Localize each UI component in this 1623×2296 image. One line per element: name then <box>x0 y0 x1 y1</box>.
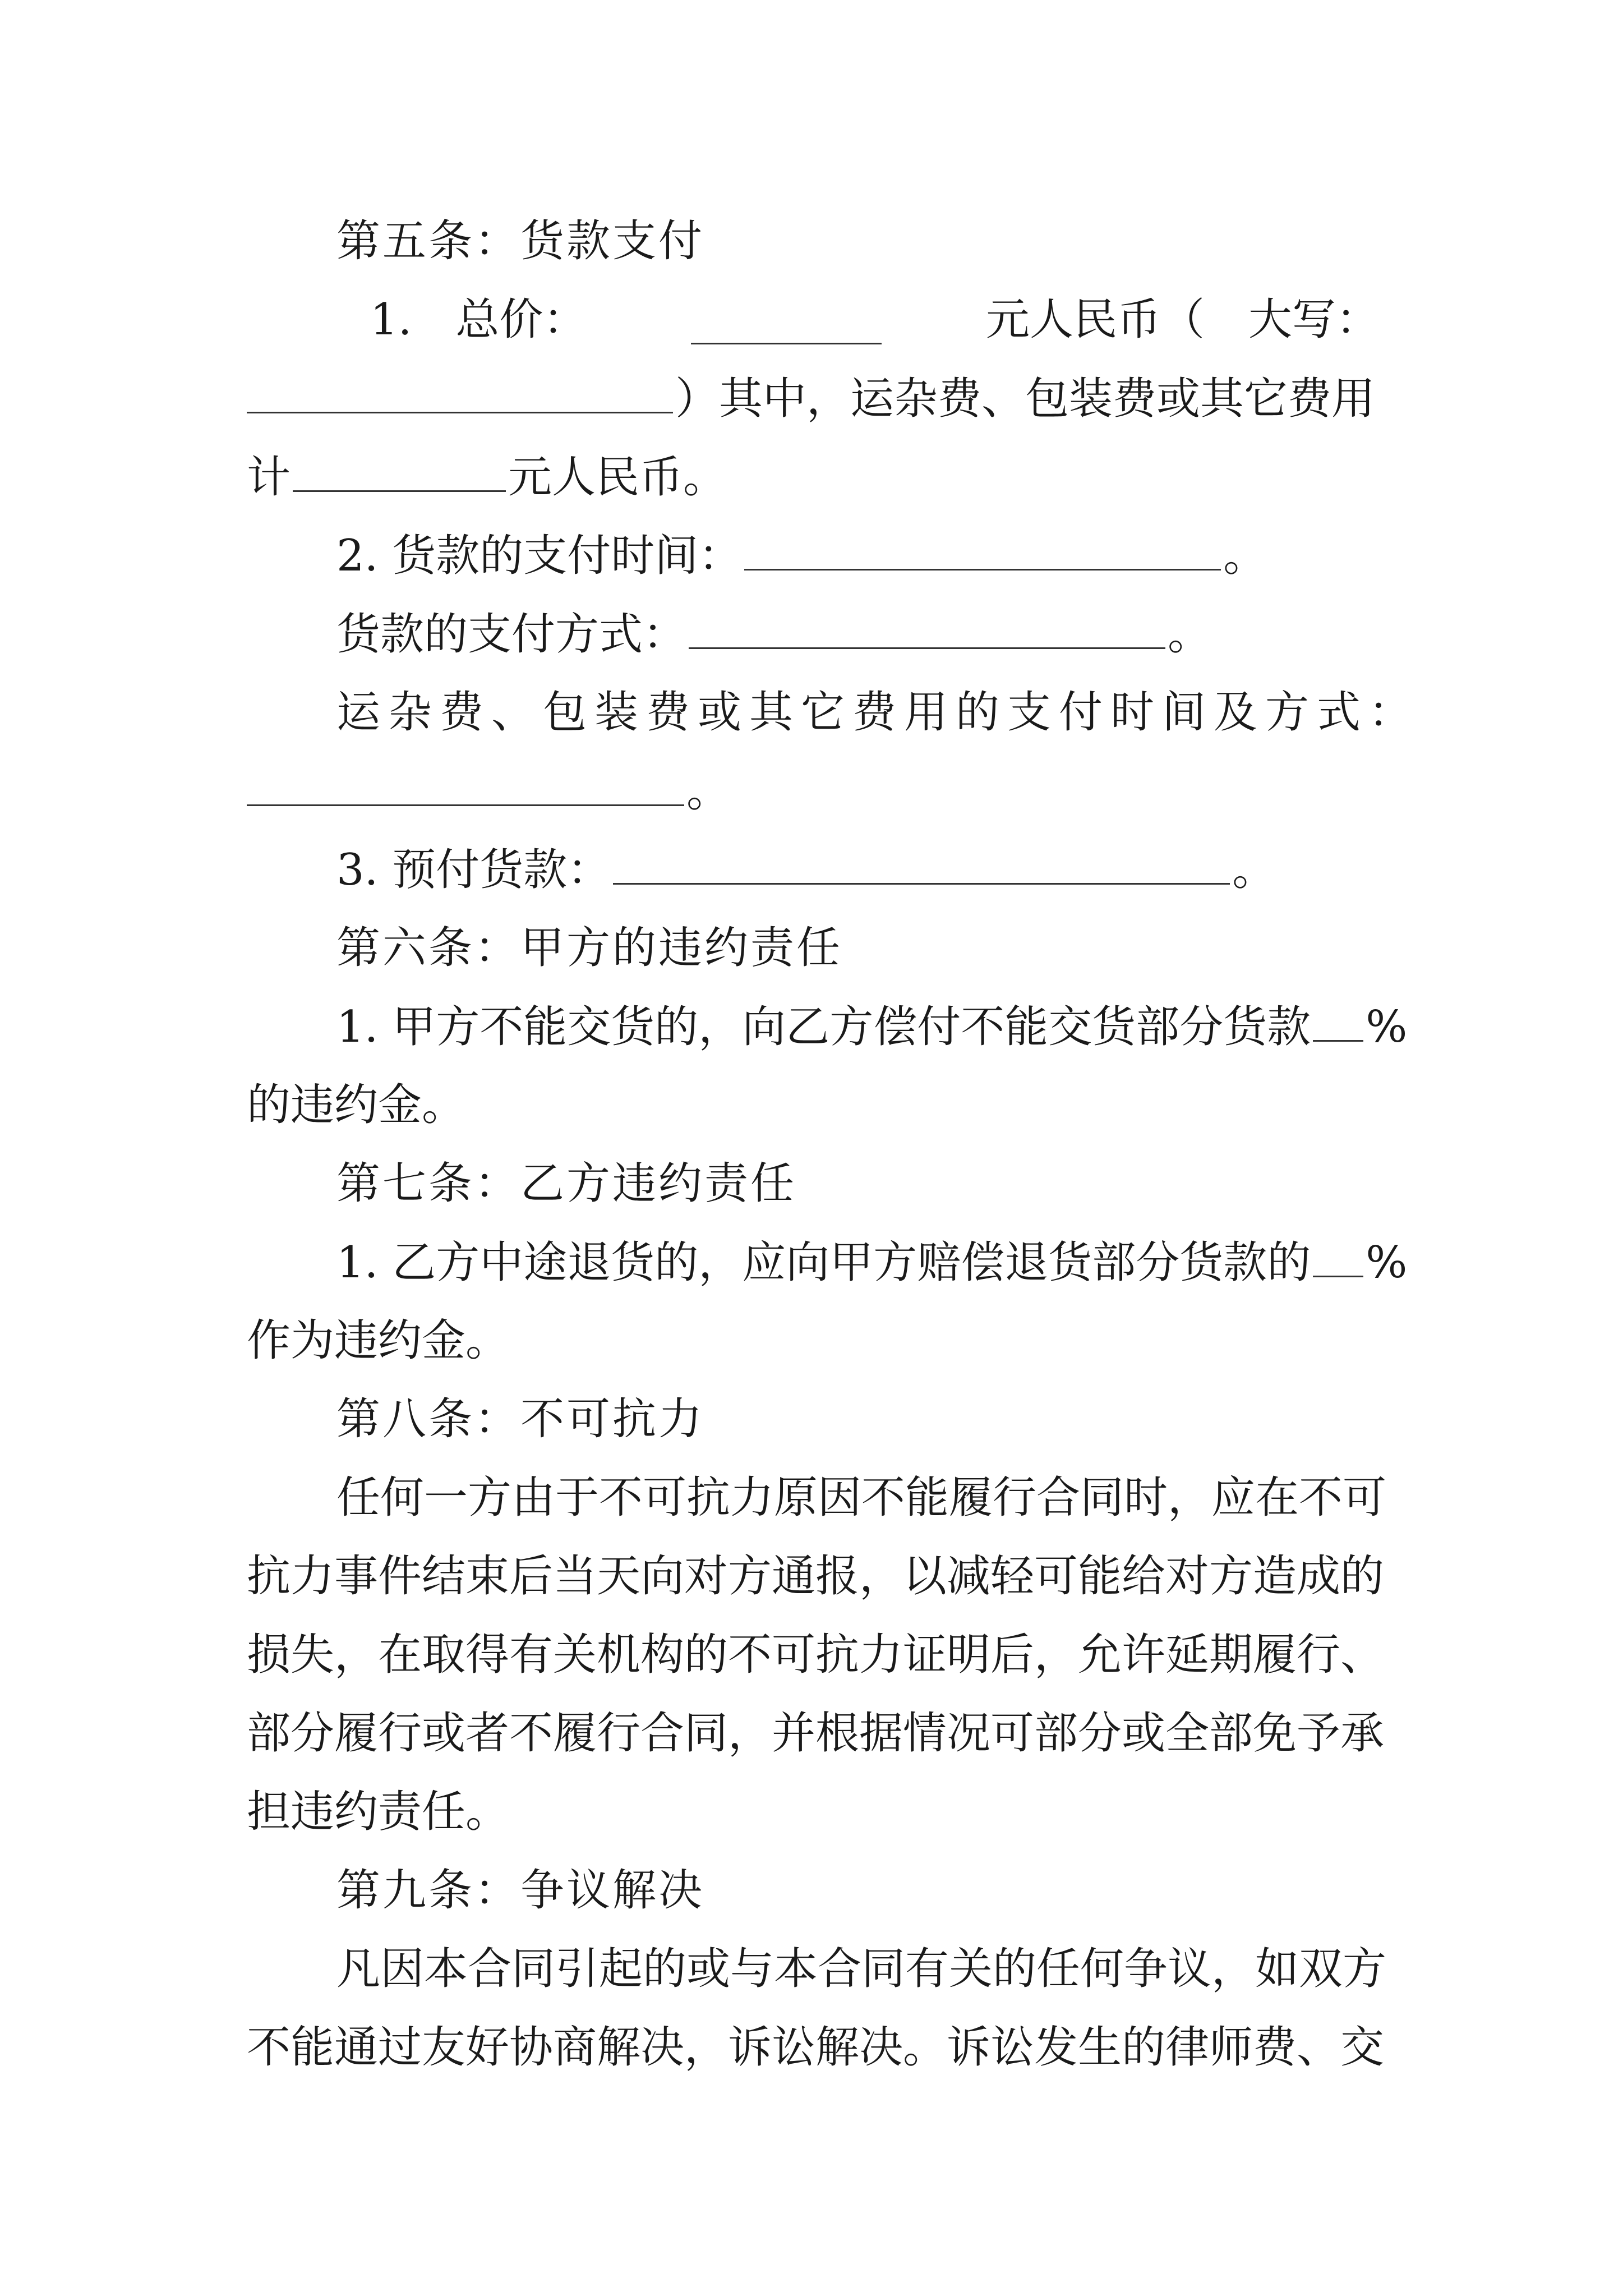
other-fee-terms-line: 运杂费、包装费或其它费用的支付时间及方式： <box>336 687 1421 738</box>
payment-time-blank[interactable] <box>744 522 1221 570</box>
article-9-paragraph-line: 不能通过友好协商解决，诉讼解决。诉讼发生的律师费、交 <box>247 2022 1385 2073</box>
total-price-line <box>370 286 1380 353</box>
period: 。 <box>1168 609 1212 660</box>
article-7-item-1-cont: 作为违约金。 <box>247 1315 510 1366</box>
fees-amount-blank[interactable] <box>293 443 506 492</box>
payment-time-label: 2. 货款的支付时间： <box>336 531 743 581</box>
period: 。 <box>1232 845 1276 895</box>
total-price-line-2 <box>247 365 1380 432</box>
article-9-paragraph-line: 凡因本合同引起的或与本合同有关的任何争议，如双方 <box>336 1944 1387 1994</box>
percent-sign: % <box>1366 1237 1408 1288</box>
period: 。 <box>1223 531 1267 581</box>
article-8-paragraph-line: 担违约责任。 <box>247 1787 510 1837</box>
article-8-title: 第八条：不可抗力 <box>336 1394 705 1444</box>
other-fee-terms-blank[interactable] <box>247 757 684 806</box>
payment-method-blank[interactable] <box>689 600 1165 649</box>
article-9-title: 第九条：争议解决 <box>336 1865 705 1916</box>
fees-calc-suffix: 元人民币。 <box>508 452 727 503</box>
percent-blank[interactable] <box>1313 1228 1363 1277</box>
total-price-unit: 元人民币（ 大写： <box>985 295 1380 345</box>
fees-amount-line <box>247 443 1380 510</box>
payment-method-line <box>336 600 1380 668</box>
article-6-item-1 <box>336 993 1408 1060</box>
capital-amount-blank[interactable] <box>247 365 673 413</box>
article-7-title: 第七条：乙方违约责任 <box>336 1158 797 1209</box>
article-7-item-1-text: 1. 乙方中途退货的，应向甲方赔偿退货部分货款的 <box>336 1237 1311 1288</box>
article-6-title: 第六条：甲方的违约责任 <box>336 923 843 973</box>
percent-blank[interactable] <box>1313 993 1363 1042</box>
other-fees-text: ）其中，运杂费、包装费或其它费用 <box>675 374 1376 424</box>
other-fee-terms-blank-line <box>247 757 1380 825</box>
prepay-label: 3. 预付货款： <box>336 845 611 895</box>
article-8-paragraph-line: 部分履行或者不履行合同，并根据情况可部分或全部免予承 <box>247 1708 1385 1759</box>
fees-calc-prefix: 计 <box>247 452 291 503</box>
payment-time-line <box>336 522 1380 589</box>
article-6-item-1-cont: 的违约金。 <box>247 1080 466 1130</box>
article-8-paragraph-line: 抗力事件结束后当天向对方通报，以减轻可能给对方造成的 <box>247 1551 1385 1602</box>
article-8-paragraph-line: 任何一方由于不可抗力原因不能履行合同时，应在不可 <box>336 1473 1387 1523</box>
prepay-line <box>336 836 1380 903</box>
total-price-label: 1. 总价： <box>370 295 587 345</box>
prepay-blank[interactable] <box>613 836 1230 885</box>
percent-sign: % <box>1366 1002 1408 1052</box>
period: 。 <box>686 766 731 817</box>
article-7-item-1 <box>336 1228 1408 1296</box>
total-price-blank[interactable] <box>691 296 882 344</box>
article-5-title: 第五条：货款支付 <box>336 216 705 266</box>
article-6-item-1-text: 1. 甲方不能交货的，向乙方偿付不能交货部分货款 <box>336 1002 1311 1052</box>
article-8-paragraph-line: 损失，在取得有关机构的不可抗力证明后，允许延期履行、 <box>247 1630 1385 1680</box>
payment-method-label: 货款的支付方式： <box>336 609 687 660</box>
